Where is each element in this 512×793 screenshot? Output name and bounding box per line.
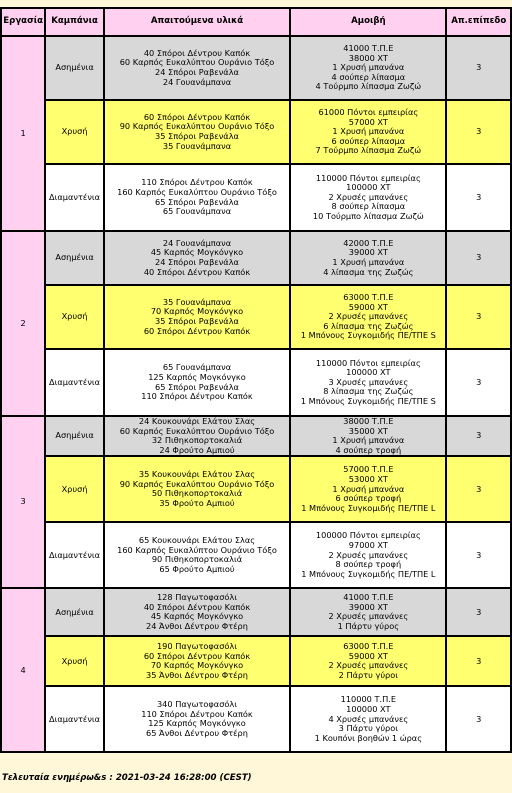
campaign-cell: Ασημένια: [46, 417, 102, 455]
reward-line: 100000 XT: [346, 703, 391, 714]
reward-line: 35000 XT: [348, 425, 388, 436]
level-cell: 3: [447, 350, 510, 415]
material-line: 45 Καρπός Μογκόνγκο: [150, 611, 244, 622]
table-row: [2, 523, 510, 587]
reward-line: 1 Μπόνους Συγκομιδής ΠΕ/ΤΠΕ L: [301, 568, 436, 579]
material-line: 60 Σπόροι Δέντρου Καπόκ: [143, 325, 251, 336]
reward-line: 39000 XT: [348, 601, 388, 612]
reward-line: 4 σούπερ λίπασμα: [331, 71, 406, 82]
reward-line: 2 Χρυσές μπανάνες: [328, 660, 409, 671]
reward-line: 6 σούπερ τροφή: [335, 493, 402, 504]
materials-cell: [105, 523, 289, 587]
material-line: 60 Σπόροι Δέντρου Καπόκ: [143, 111, 251, 122]
material-line: 90 Καρπός Ευκαλύπτου Ουράνιο Τόξο: [119, 121, 275, 132]
reward-line: 59000 XT: [348, 650, 388, 661]
level-cell: 3: [447, 101, 510, 163]
task-number: 2: [2, 232, 44, 415]
material-line: 32 Πιθηκοπορτοκαλιά: [151, 435, 243, 446]
material-line: 50 Πιθηκοπορτοκαλιά: [151, 488, 243, 499]
reward-line: 1 Κουπόνι βοηθών 1 ώρας: [314, 732, 423, 743]
campaign-cell: Χρυσή: [46, 286, 102, 348]
reward-cell: [291, 101, 445, 163]
header-task: Εργασία: [2, 9, 44, 35]
material-line: 24 Άνθοι Δέντρου Φτέρη: [146, 620, 248, 631]
reward-line: 110000 Τ.Π.Ε: [340, 694, 397, 705]
material-line: 110 Σπόροι Δέντρου Καπόκ: [141, 177, 253, 188]
reward-cell: [291, 232, 445, 284]
reward-line: 42000 Τ.Π.Ε: [343, 237, 394, 248]
reward-cell: [291, 589, 445, 635]
material-line: 24 Φρούτο Αμπιού: [159, 444, 235, 455]
reward-line: 38000 Τ.Π.Ε: [343, 417, 394, 426]
level-cell: 3: [447, 637, 510, 685]
reward-line: 1 Μπόνους Συγκομιδής ΠΕ/ΤΠΕ S: [300, 330, 436, 341]
reward-line: 1 Μπόνους Συγκομιδής ΠΕ/ΤΠΕ L: [301, 502, 436, 513]
material-line: 45 Καρπός Μογκόνγκο: [150, 247, 244, 258]
reward-line: 2 Χρυσές μπανάνες: [328, 191, 409, 202]
reward-line: 39000 XT: [348, 247, 388, 258]
reward-line: 41000 Τ.Π.Ε: [343, 592, 394, 603]
table-row: [2, 165, 510, 230]
reward-line: 61000 Πόντοι εμπειρίας: [318, 107, 419, 118]
table-row: [2, 417, 510, 455]
table-row: [2, 589, 510, 635]
material-line: 65 Γουανάμπανα: [162, 362, 232, 373]
reward-line: 1 Χρυσή μπανάνα: [332, 126, 405, 137]
level-cell: 3: [447, 286, 510, 348]
campaign-cell: Ασημένια: [46, 37, 102, 99]
campaign-cell: Ασημένια: [46, 589, 102, 635]
campaign-cell: Διαμαντένια: [46, 523, 102, 587]
materials-cell: [105, 101, 289, 163]
material-line: 190 Παγωτοφασόλι: [156, 641, 238, 652]
reward-line: 57000 Τ.Π.Ε: [343, 464, 394, 475]
materials-cell: [105, 589, 289, 635]
material-line: 35 Κουκουνάρι Ελάτου Σλας: [138, 469, 256, 480]
material-line: 65 Γουανάμπανα: [162, 206, 232, 217]
reward-cell: [291, 286, 445, 348]
material-line: 35 Γουανάμπανα: [162, 140, 232, 151]
material-line: 65 Σπόροι Ραβενάλα: [155, 196, 239, 207]
reward-line: 110000 Πόντοι εμπειρίας: [315, 357, 421, 368]
reward-line: 2 Πάρτυ γύροι: [338, 669, 399, 680]
campaign-cell: Διαμαντένια: [46, 165, 102, 230]
material-line: 35 Σπόροι Ραβενάλα: [155, 131, 239, 141]
table-row: [2, 687, 510, 751]
material-line: 35 Φρούτο Αμπιού: [159, 497, 235, 508]
material-line: 35 Άνθοι Δέντρου Φτέρη: [146, 669, 248, 680]
materials-cell: [105, 165, 289, 230]
reward-line: 1 Μπόνους Συγκομιδής ΠΕ/ΤΠΕ S: [300, 395, 436, 406]
reward-line: 3 Πάρτυ γύροι: [338, 723, 399, 734]
material-line: 65 Κουκουνάρι Ελάτου Σλας: [138, 535, 256, 546]
level-cell: 3: [447, 589, 510, 635]
table-row: [2, 457, 510, 521]
campaign-table: [0, 7, 512, 753]
material-line: 35 Σπόροι Ραβενάλα: [155, 316, 239, 326]
table-row: [2, 637, 510, 685]
header-level: Απ.επίπεδο: [447, 9, 510, 35]
material-line: 24 Γουανάμπανα: [162, 76, 232, 87]
reward-line: 4 Τούρμπο λίπασμα Ζωζώ: [315, 81, 422, 92]
material-line: 60 Καρπός Ευκαλύπτου Ουράνιο Τόξο: [119, 57, 275, 68]
reward-line: 2 Χρυσές μπανάνες: [328, 549, 409, 560]
reward-line: 1 Χρυσή μπανάνα: [332, 483, 405, 494]
material-line: 160 Καρπός Ευκαλύπτου Ουράνιο Τόξο: [117, 544, 277, 555]
material-line: 40 Σπόροι Δέντρου Καπόκ: [143, 266, 251, 277]
task-number: 1: [2, 37, 44, 230]
reward-line: 6 σούπερ λίπασμα: [331, 135, 406, 146]
material-line: 125 Καρπός Μογκόνγκο: [148, 371, 246, 382]
reward-line: 110000 Πόντοι εμπειρίας: [315, 172, 421, 183]
materials-cell: [105, 232, 289, 284]
materials-cell: [105, 417, 289, 455]
material-line: 125 Καρπός Μογκόνγκο: [148, 718, 246, 729]
reward-line: 2 Χρυσές μπανάνες: [328, 611, 409, 622]
reward-cell: [291, 37, 445, 99]
materials-cell: [105, 350, 289, 415]
material-line: 24 Κουκουνάρι Ελάτου Σλας: [138, 417, 256, 426]
reward-line: 100000 XT: [346, 367, 391, 378]
reward-cell: [291, 457, 445, 521]
reward-line: 38000 XT: [348, 52, 388, 63]
reward-line: 4 Χρυσές μπανάνες: [328, 713, 409, 724]
materials-cell: [105, 637, 289, 685]
reward-line: 4 σούπερ τροφή: [335, 444, 402, 455]
reward-line: 63000 Τ.Π.Ε: [343, 292, 394, 303]
task-number: 4: [2, 589, 44, 751]
materials-cell: [105, 457, 289, 521]
materials-cell: [105, 687, 289, 751]
reward-line: 6 λίπασμα της Ζωζώς: [323, 320, 414, 331]
reward-line: 57000 XT: [348, 116, 388, 127]
material-line: 65 Φρούτο Αμπιού: [159, 563, 235, 574]
material-line: 340 Παγωτοφασόλι: [156, 699, 238, 710]
campaign-cell: Χρυσή: [46, 101, 102, 163]
campaign-cell: Ασημένια: [46, 232, 102, 284]
reward-line: 8 σούπερ τροφή: [335, 559, 402, 570]
material-line: 110 Σπόροι Δέντρου Καπόκ: [141, 708, 253, 719]
material-line: 60 Σπόροι Δέντρου Καπόκ: [143, 650, 251, 661]
reward-line: 1 Χρυσή μπανάνα: [332, 257, 405, 267]
reward-line: 1 Πάρτυ γύρος: [337, 620, 400, 631]
reward-line: 63000 Τ.Π.Ε: [343, 641, 394, 652]
table-body: [2, 37, 510, 751]
level-cell: 3: [447, 523, 510, 587]
reward-line: 59000 XT: [348, 301, 388, 312]
material-line: 90 Πιθηκοπορτοκαλιά: [151, 554, 243, 565]
material-line: 40 Σπόροι Δέντρου Καπόκ: [143, 47, 251, 58]
reward-line: 97000 XT: [348, 539, 388, 550]
reward-cell: [291, 523, 445, 587]
reward-cell: [291, 417, 445, 455]
reward-line: 41000 Τ.Π.Ε: [343, 43, 394, 54]
material-line: 65 Σπόροι Ραβενάλα: [155, 381, 239, 392]
reward-line: 1 Χρυσή μπανάνα: [332, 62, 405, 73]
materials-cell: [105, 37, 289, 99]
header-campaign: Καμπάνια: [46, 9, 102, 35]
material-line: 70 Καρπός Μογκόνγκο: [150, 306, 244, 317]
level-cell: 3: [447, 457, 510, 521]
table-header-row: [2, 9, 510, 35]
last-updated: Τελευταία ενημέρω&s : 2021-03-24 16:28:00 (CEST): [2, 773, 252, 783]
table-row: [2, 232, 510, 284]
reward-line: 53000 XT: [348, 473, 388, 484]
material-line: 24 Σπόροι Ραβενάλα: [155, 257, 239, 267]
reward-line: 2 Χρυσές μπανάνες: [328, 311, 409, 322]
reward-line: 4 λίπασμα της Ζωζώς: [323, 266, 414, 277]
table-row: [2, 350, 510, 415]
table-row: [2, 101, 510, 163]
campaign-cell: Χρυσή: [46, 457, 102, 521]
campaign-cell: Χρυσή: [46, 637, 102, 685]
materials-cell: [105, 286, 289, 348]
reward-line: 100000 XT: [346, 182, 391, 193]
table-row: [2, 286, 510, 348]
level-cell: 3: [447, 417, 510, 455]
reward-cell: [291, 637, 445, 685]
reward-line: 8 σούπερ λίπασμα: [331, 201, 406, 212]
material-line: 24 Γουανάμπανα: [162, 237, 232, 248]
campaign-cell: Διαμαντένια: [46, 350, 102, 415]
material-line: 40 Σπόροι Δέντρου Καπόκ: [143, 601, 251, 612]
reward-line: 8 λίπασμα της Ζωζώς: [323, 386, 414, 397]
header-reward: Αμοιβή: [291, 9, 445, 35]
material-line: 24 Σπόροι Ραβενάλα: [155, 67, 239, 77]
material-line: 65 Άνθοι Δέντρου Φτέρη: [146, 727, 248, 738]
material-line: 128 Παγωτοφασόλι: [156, 592, 238, 603]
table-row: [2, 37, 510, 99]
material-line: 160 Καρπός Ευκαλύπτου Ουράνιο Τόξο: [117, 186, 277, 197]
level-cell: 3: [447, 232, 510, 284]
reward-cell: [291, 165, 445, 230]
material-line: 70 Καρπός Μογκόνγκο: [150, 660, 244, 671]
campaign-cell: Διαμαντένια: [46, 687, 102, 751]
material-line: 110 Σπόροι Δέντρου Καπόκ: [141, 391, 253, 402]
level-cell: 3: [447, 165, 510, 230]
material-line: 90 Καρπός Ευκαλύπτου Ουράνιο Τόξο: [119, 478, 275, 489]
level-cell: 3: [447, 687, 510, 751]
reward-line: 100000 Πόντοι εμπειρίας: [315, 530, 421, 541]
reward-cell: [291, 687, 445, 751]
level-cell: 3: [447, 37, 510, 99]
reward-line: 7 Τούρμπο λίπασμα Ζωζώ: [315, 145, 422, 156]
reward-cell: [291, 350, 445, 415]
header-materials: Απαιτούμενα υλικά: [105, 9, 289, 35]
reward-line: 1 Χρυσή μπανάνα: [332, 435, 405, 446]
reward-line: 10 Τούρμπο λίπασμα Ζωζώ: [312, 210, 424, 221]
material-line: 35 Γουανάμπανα: [162, 296, 232, 307]
reward-line: 3 Χρυσές μπανάνες: [328, 376, 409, 387]
material-line: 60 Καρπός Ευκαλύπτου Ουράνιο Τόξο: [119, 425, 275, 436]
task-number: 3: [2, 417, 44, 587]
